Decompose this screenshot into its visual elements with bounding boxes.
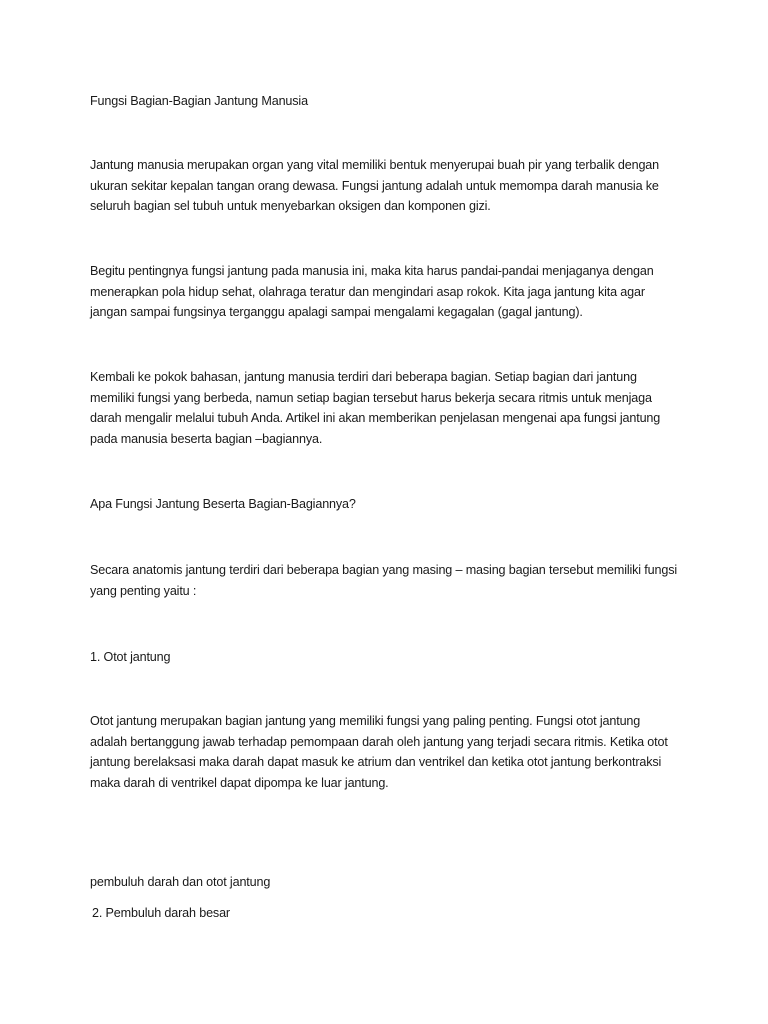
paragraph-back-to-topic: Kembali ke pokok bahasan, jantung manusia terdiri dari beberapa bagian. Setiap bagian dari jantung memiliki fungsi yang berbeda, namun setiap bagian tersebut harus bekerja secara ritmis untuk menjaga darah mengalir melalui tubuh Anda. Artikel ini akan memberikan penjelasan mengenai apa fungsi jantung pada manusia beserta bagian –bagiannya. bbox=[90, 370, 661, 446]
list-item-heading-2: 2. Pembuluh darah besar bbox=[92, 906, 230, 920]
list-item-heading-1: 1. Otot jantung bbox=[90, 650, 171, 664]
paragraph-importance: Begitu pentingnya fungsi jantung pada manusia ini, maka kita harus pandai-pandai menjaganya dengan menerapkan pola hidup sehat, olahraga teratur dan mengindari asap rokok. Kita jaga jantung kita agar jangan sampai fungsinya terganggu apalagi sampai mengalami kegagalan (gagal jantung). bbox=[90, 264, 654, 319]
document-title: Fungsi Bagian-Bagian Jantung Manusia bbox=[90, 94, 308, 108]
paragraph-anatomy: Secara anatomis jantung terdiri dari beberapa bagian yang masing – masing bagian tersebut memiliki fungsi yang penting yaitu : bbox=[90, 563, 677, 598]
section-heading-question: Apa Fungsi Jantung Beserta Bagian-Bagiannya? bbox=[90, 497, 356, 511]
paragraph-intro: Jantung manusia merupakan organ yang vital memiliki bentuk menyerupai buah pir yang terbalik dengan ukuran sekitar kepalan tangan orang dewasa. Fungsi jantung adalah untuk memompa darah manusia ke seluruh bagian sel tubuh untuk menyebarkan oksigen dan komponen gizi. bbox=[90, 158, 660, 213]
paragraph-otot-jantung: Otot jantung merupakan bagian jantung yang memiliki fungsi yang paling penting. Fungsi otot jantung adalah bertanggung jawab terhadap pemompaan darah oleh jantung yang terjadi secara ritmis. Ketika otot jantung berelaksasi maka darah dapat masuk ke atrium dan ventrikel dan ketika otot jantung berkontraksi maka darah di ventrikel dapat dipompa ke luar jantung. bbox=[90, 714, 668, 790]
image-caption: pembuluh darah dan otot jantung bbox=[90, 875, 271, 889]
